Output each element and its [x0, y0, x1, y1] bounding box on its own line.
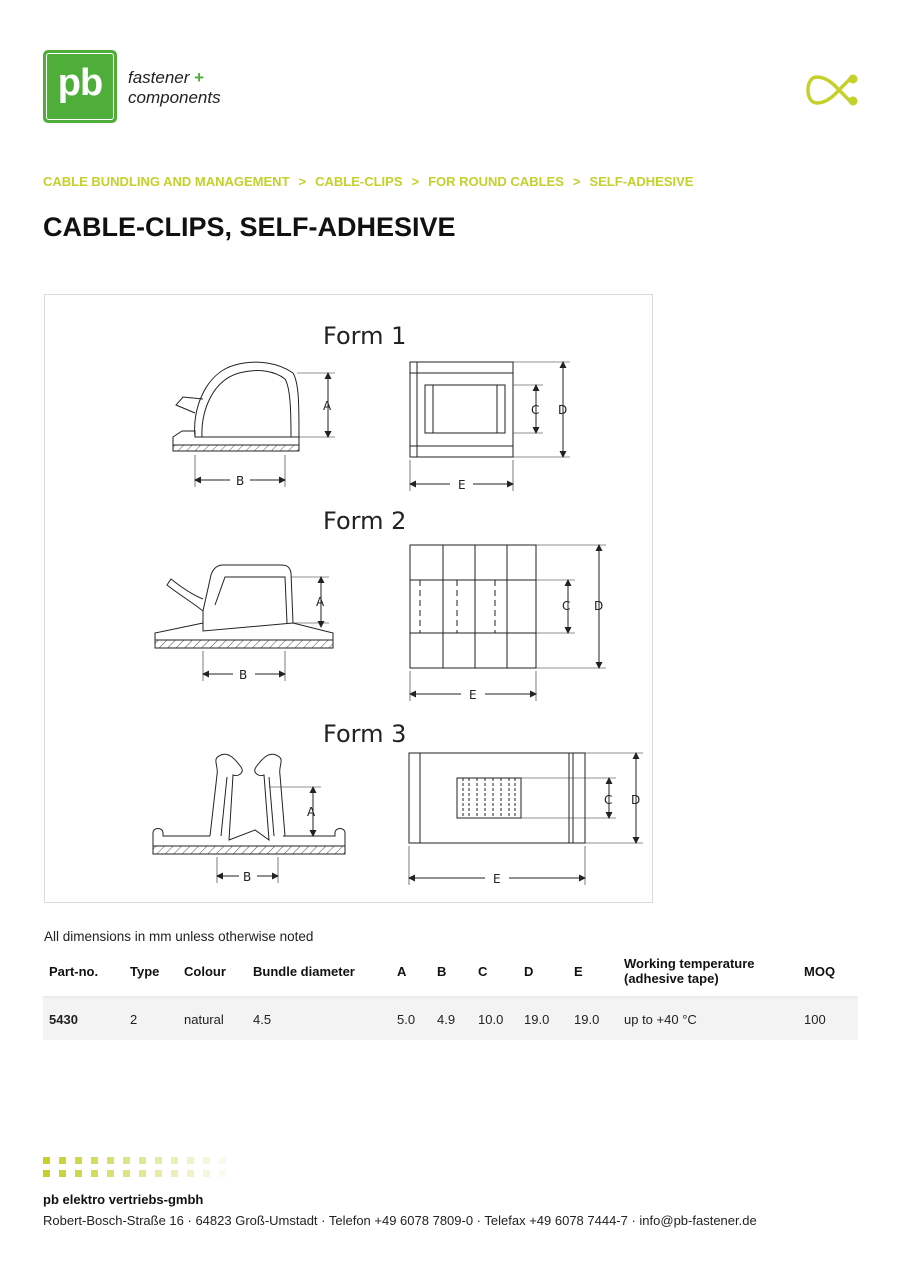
decorative-dot — [155, 1170, 162, 1177]
decorative-dot — [139, 1170, 146, 1177]
dim-label-e: E — [458, 478, 466, 492]
cell-part-no[interactable]: 5430 — [43, 997, 124, 1040]
dim-label-c: C — [562, 599, 571, 613]
working-temp-line1: Working temperature — [624, 956, 755, 971]
dim-label-b: B — [236, 474, 245, 488]
col-header-bundle-diameter[interactable]: Bundle diameter — [247, 946, 391, 997]
decorative-dot — [123, 1170, 130, 1177]
decorative-dot — [75, 1157, 82, 1164]
company-address: Robert-Bosch-Straße 16 · 64823 Groß-Umstadt · Telefon +49 6078 7809-0 · Telefax +49 6078 7444-7 · info@pb-fastener.de — [43, 1213, 757, 1228]
decorative-dot — [43, 1157, 50, 1164]
dim-label-d: D — [631, 793, 641, 807]
cell-c: 10.0 — [472, 997, 518, 1040]
decorative-dot — [155, 1157, 162, 1164]
company-logo[interactable] — [43, 50, 117, 123]
cell-bundle-diameter: 4.5 — [247, 997, 391, 1040]
working-temp-line2: (adhesive tape) — [624, 971, 719, 986]
breadcrumb-item[interactable]: CABLE-CLIPS — [315, 174, 403, 189]
decorative-dot — [91, 1170, 98, 1177]
dim-label-e: E — [493, 872, 501, 886]
cell-a: 5.0 — [391, 997, 431, 1040]
col-header-a[interactable]: A — [391, 946, 431, 997]
decorative-dot-pattern — [43, 1157, 243, 1177]
dim-label-a: A — [307, 805, 316, 819]
cell-colour: natural — [178, 997, 247, 1040]
breadcrumb-item[interactable]: FOR ROUND CABLES — [428, 174, 564, 189]
form-2-label: Form 2 — [323, 507, 407, 535]
decorative-dot — [123, 1157, 130, 1164]
col-header-colour[interactable]: Colour — [178, 946, 247, 997]
dim-label-c: C — [531, 403, 540, 417]
decorative-dot — [203, 1170, 210, 1177]
cell-moq: 100 — [798, 997, 858, 1040]
col-header-c[interactable]: C — [472, 946, 518, 997]
col-header-e[interactable]: E — [568, 946, 618, 997]
cell-type: 2 — [124, 997, 178, 1040]
dim-label-a: A — [316, 595, 325, 609]
dim-label-c: C — [604, 793, 613, 807]
col-header-d[interactable]: D — [518, 946, 568, 997]
cell-d: 19.0 — [518, 997, 568, 1040]
table-row[interactable] — [43, 997, 858, 1040]
technical-drawing — [44, 294, 653, 903]
decorative-dot — [59, 1157, 66, 1164]
breadcrumb-separator: > — [298, 174, 307, 189]
decorative-dot — [187, 1170, 194, 1177]
decorative-dot — [171, 1170, 178, 1177]
breadcrumb — [43, 174, 693, 189]
decorative-dot — [43, 1170, 50, 1177]
decorative-dot — [203, 1157, 210, 1164]
drawing-canvas — [45, 295, 654, 904]
dim-label-e: E — [469, 688, 477, 702]
form-3-label: Form 3 — [323, 720, 407, 748]
cell-b: 4.9 — [431, 997, 472, 1040]
dim-label-d: D — [594, 599, 604, 613]
decorative-dot — [107, 1157, 114, 1164]
decorative-dot — [219, 1157, 226, 1164]
col-header-b[interactable]: B — [431, 946, 472, 997]
form-1-label: Form 1 — [323, 322, 407, 350]
breadcrumb-separator: > — [572, 174, 581, 189]
col-header-moq[interactable]: MOQ — [798, 946, 858, 997]
col-header-type[interactable]: Type — [124, 946, 178, 997]
cell-e: 19.0 — [568, 997, 618, 1040]
decorative-dot — [219, 1170, 226, 1177]
dim-label-a: A — [323, 399, 332, 413]
logo-text: pb — [57, 62, 103, 104]
brand-line1: fastener — [128, 68, 190, 87]
dimensions-note: All dimensions in mm unless otherwise noted — [44, 929, 314, 944]
col-header-working-temp[interactable] — [618, 946, 798, 997]
brand-name — [128, 68, 221, 108]
brand-line2: components — [128, 88, 221, 107]
decorative-dot — [187, 1157, 194, 1164]
breadcrumb-item[interactable]: SELF-ADHESIVE — [589, 174, 694, 189]
dim-label-d: D — [558, 403, 568, 417]
dim-label-b: B — [239, 668, 248, 682]
col-header-part-no[interactable]: Part-no. — [43, 946, 124, 997]
decorative-dot — [139, 1157, 146, 1164]
breadcrumb-item[interactable]: CABLE BUNDLING AND MANAGEMENT — [43, 174, 290, 189]
decorative-dot — [91, 1157, 98, 1164]
decorative-dot — [75, 1170, 82, 1177]
loop-connector-icon — [806, 73, 860, 107]
decorative-dot — [59, 1170, 66, 1177]
brand-plus: + — [194, 68, 205, 87]
company-name: pb elektro vertriebs-gmbh — [43, 1192, 204, 1207]
breadcrumb-separator: > — [411, 174, 420, 189]
page-title: CABLE-CLIPS, SELF-ADHESIVE — [43, 212, 456, 242]
decorative-dot — [107, 1170, 114, 1177]
decorative-dot — [171, 1157, 178, 1164]
cell-working-temp: up to +40 °C — [618, 997, 798, 1040]
table-header-row — [43, 946, 858, 997]
dim-label-b: B — [243, 870, 252, 884]
specification-table — [43, 946, 858, 1040]
